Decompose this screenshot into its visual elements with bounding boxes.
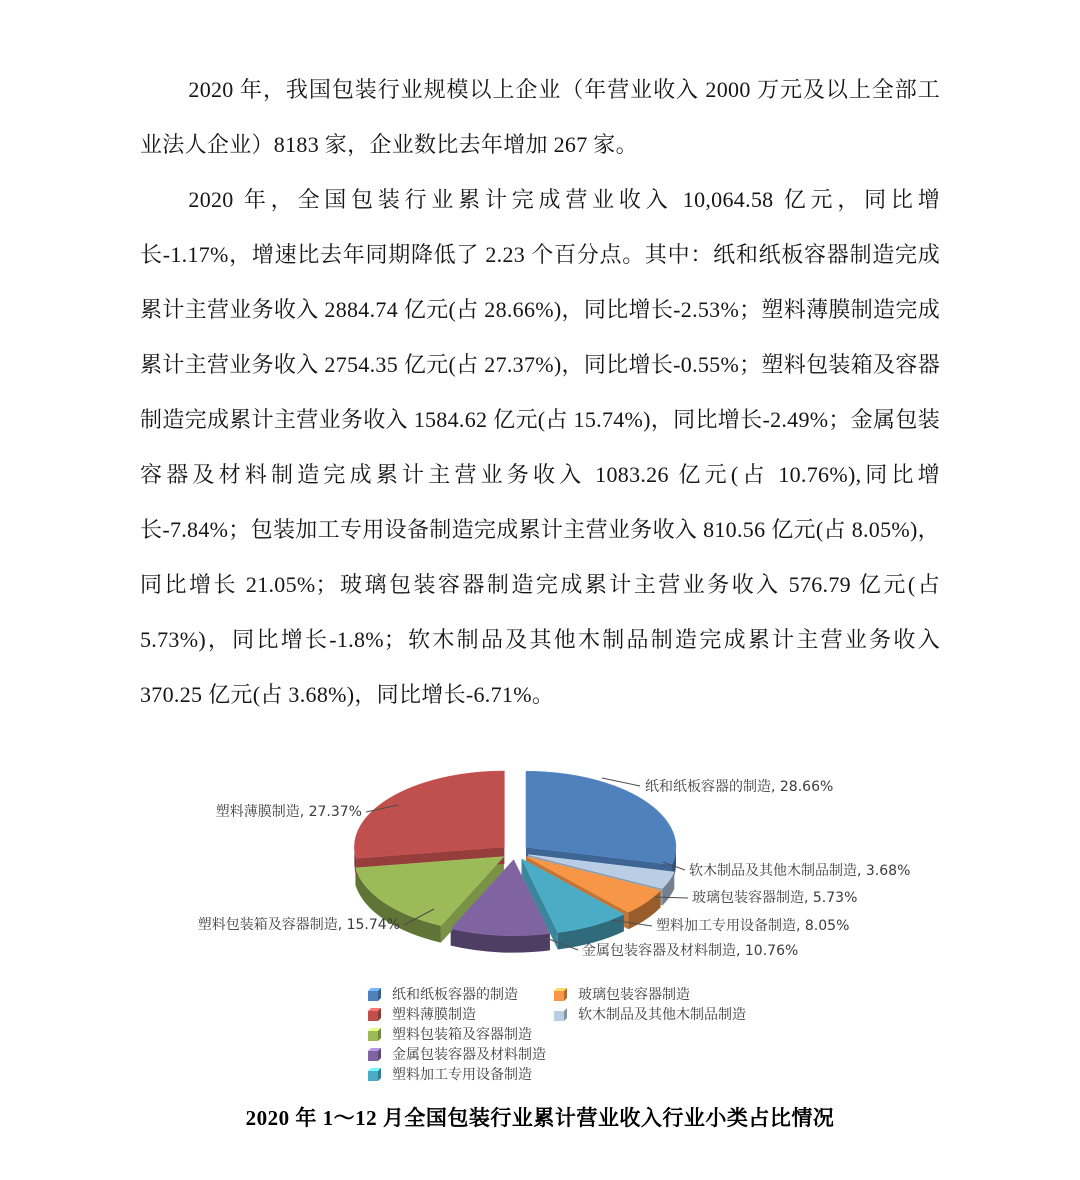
pie-label: 塑料包装箱及容器制造, 15.74% [197,917,400,933]
figure-caption: 2020 年 1～12 月全国包装行业累计营业收入行业小类占比情况 [245,1106,835,1130]
pie-label: 纸和纸板容器的制造, 28.66% [645,779,834,795]
legend-cube-icon [366,986,382,1002]
pie-label: 玻璃包装容器制造, 5.73% [692,890,858,906]
pie-label: 塑料薄膜制造, 27.37% [215,804,362,820]
legend-column [366,984,552,1084]
pie-chart-svg [140,748,940,982]
legend-item-label: 软木制品及其他木制品制造 [578,1007,746,1023]
legend-item [552,984,746,1004]
legend-item-label: 玻璃包装容器制造 [578,987,690,1003]
legend-item-label: 纸和纸板容器的制造 [392,987,518,1003]
document-content [140,0,940,1132]
pie-label: 软木制品及其他木制品制造, 3.68% [689,863,911,879]
legend-cube-face [368,1031,378,1041]
pie-chart-figure [140,748,940,1084]
legend-item [366,1004,552,1024]
paragraph-revenue-breakdown: 2020 年，全国包装行业累计完成营业收入 10,064.58 亿元，同比增长-1.17%，增速比去年同期降低了 2.23 个百分点。其中：纸和纸板容器制造完成累计主营业务收入 2884.74 亿元(占 28.66%)，同比增长-2.53%；塑料薄膜制造完成累计主营业务收入 2754.35 亿元(占 27.37%)，同比增长-0.55%；塑料包装箱及容器制造完成累计主营业务收入 1584.62 亿元(占 15.74%)，同比增长-2.49%；金属包装容器及材料制造完成累计主营业务收入 1083.26 亿元(占 10.76%),同比增长-7.84%；包装加工专用设备制造完成累计主营业务收入 810.56 亿元(占 8.05%)，同比增长 21.05%；玻璃包装容器制造完成累计主营业务收入 576.79 亿元(占 5.73%)，同比增长-1.8%；软木制品及其他木制品制造完成累计主营业务收入 370.25 亿元(占 3.68%)，同比增长-6.71%。 [140,187,940,707]
legend-cube-face [554,991,564,1001]
legend-cube-icon [366,1026,382,1042]
legend-cube-icon [366,1006,382,1022]
legend-item [366,1044,552,1064]
pie-label: 塑料加工专用设备制造, 8.05% [656,918,850,934]
legend-item-label: 金属包装容器及材料制造 [392,1047,546,1063]
legend-cube-icon [366,1046,382,1062]
legend-item [366,1024,552,1044]
legend-item-label: 塑料加工专用设备制造 [392,1067,532,1083]
legend-cube-icon [552,1006,568,1022]
legend-item [366,1064,552,1084]
chart-legend [366,984,940,1084]
legend-item-label: 塑料薄膜制造 [392,1007,476,1023]
legend-item-label: 塑料包装箱及容器制造 [392,1027,532,1043]
pie-slice [354,771,504,858]
paragraph-enterprise-count: 2020 年，我国包装行业规模以上企业（年营业收入 2000 万元及以上全部工业法人企业）8183 家，企业数比去年增加 267 家。 [140,77,940,157]
legend-cube-icon [366,1066,382,1082]
pie-label: 金属包装容器及材料制造, 10.76% [582,943,799,959]
legend-item [552,1004,746,1024]
legend-cube-face [368,991,378,1001]
legend-cube-face [368,1011,378,1021]
legend-cube-face [368,1051,378,1061]
legend-cube-face [554,1011,564,1021]
legend-column [552,984,746,1024]
legend-cube-icon [552,986,568,1002]
legend-item [366,984,552,1004]
legend-cube-face [368,1071,378,1081]
